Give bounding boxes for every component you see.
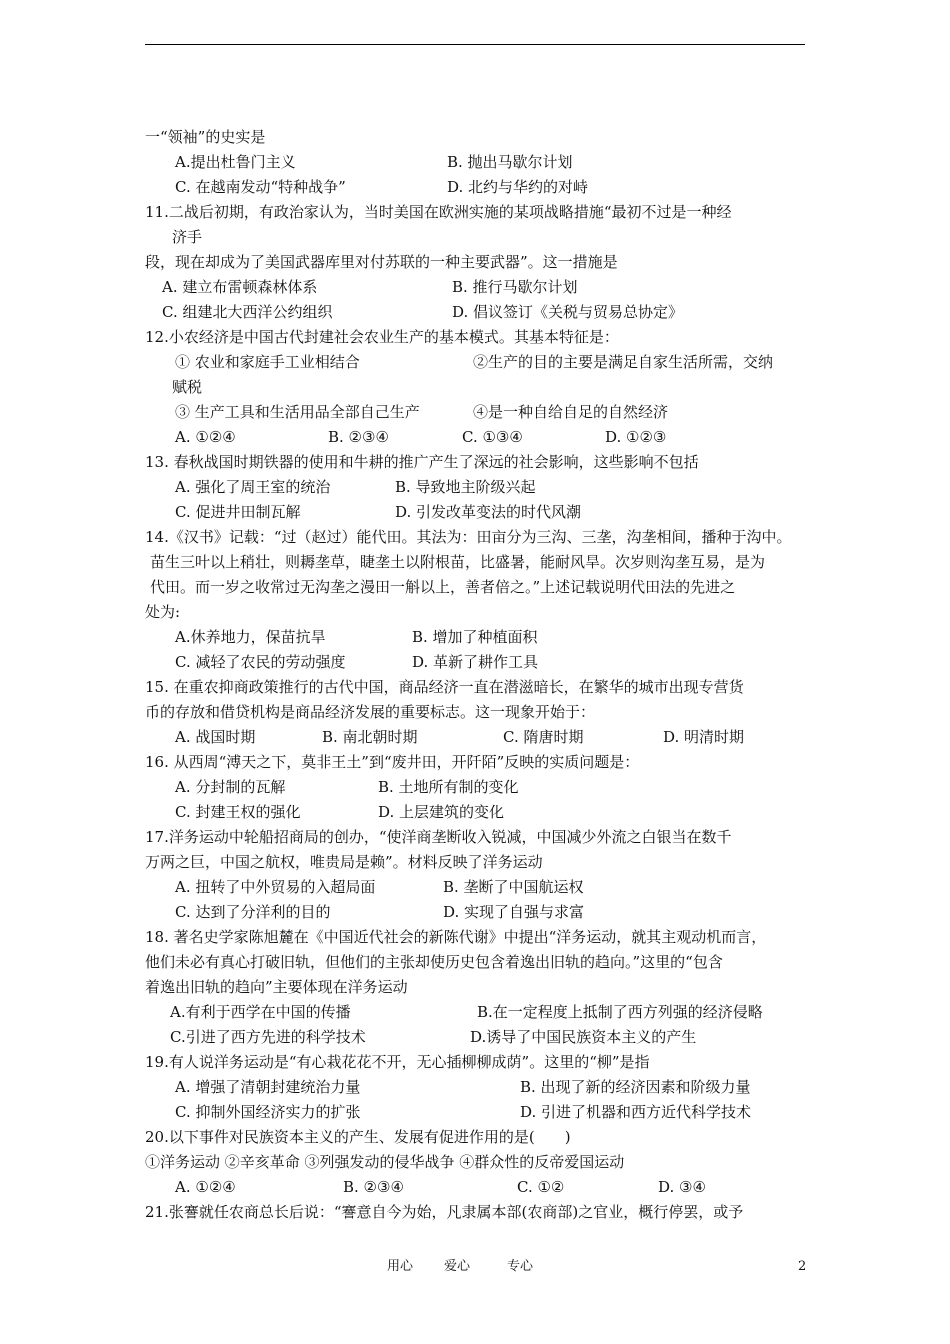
q20-option-a: A. ①②④ bbox=[175, 1178, 236, 1196]
q12-item-2: ②生产的目的主要是满足自家生活所需，交纳 bbox=[473, 353, 774, 371]
q12-item-3: ③ 生产工具和生活用品全部自己生产 bbox=[175, 403, 420, 421]
header-rule bbox=[145, 44, 805, 45]
q11-option-a: A. 建立布雷顿森林体系 bbox=[162, 278, 318, 296]
q15-option-b: B. 南北朝时期 bbox=[322, 728, 418, 746]
q13-stem: 13. 春秋战国时期铁器的使用和牛耕的推广产生了深远的社会影响，这些影响不包括 bbox=[145, 453, 699, 471]
q16-option-a: A. 分封制的瓦解 bbox=[175, 778, 286, 796]
q15-option-c: C. 隋唐时期 bbox=[503, 728, 584, 746]
q14-stem-line2: 苗生三叶以上稍壮，则耨垄草，睫垄土以附根苗，比盛暑，能耐风旱。次岁则沟垄互易，是为 bbox=[150, 553, 766, 571]
q13-option-a: A. 强化了周王室的统治 bbox=[175, 478, 331, 496]
q16-stem: 16. 从西周“溥天之下，莫非王土”到“废井田，开阡陌”反映的实质问题是： bbox=[145, 753, 640, 771]
q18-option-c: C.引进了西方先进的科学技术 bbox=[170, 1028, 366, 1046]
q19-option-d: D. 引进了机器和西方近代科学技术 bbox=[520, 1103, 752, 1121]
q12-stem: 12.小农经济是中国古代封建社会农业生产的基本模式。其基本特征是： bbox=[145, 328, 619, 346]
q11-option-b: B. 推行马歇尔计划 bbox=[452, 278, 578, 296]
q20-option-d: D. ③④ bbox=[658, 1178, 706, 1196]
page-number: 2 bbox=[798, 1259, 807, 1274]
q14-option-b: B. 增加了种植面积 bbox=[412, 628, 538, 646]
q12-item-2-cont: 赋税 bbox=[172, 378, 203, 396]
q14-stem-line3: 代田。而一岁之收常过无沟垄之漫田一斛以上，善者倍之。”上述记载说明代田法的先进之 bbox=[150, 578, 736, 596]
q10-option-d: D. 北约与华约的对峙 bbox=[447, 178, 589, 196]
q13-option-b: B. 导致地主阶级兴起 bbox=[395, 478, 536, 496]
q17-option-b: B. 垄断了中国航运权 bbox=[443, 878, 584, 896]
q11-stem-line1: 11.二战后初期，有政治家认为，当时美国在欧洲实施的某项战略措施“最初不过是一种经 bbox=[145, 203, 732, 221]
q16-option-c: C. 封建王权的强化 bbox=[175, 803, 301, 821]
q11-option-d: D. 倡议签订《关税与贸易总协定》 bbox=[452, 303, 684, 321]
q12-option-a: A. ①②④ bbox=[175, 428, 236, 446]
q17-option-a: A. 扭转了中外贸易的入超局面 bbox=[175, 878, 376, 896]
q20-option-c: C. ①② bbox=[517, 1178, 565, 1196]
q18-stem-line3: 着逸出旧轨的趋向”主要体现在洋务运动 bbox=[145, 978, 408, 996]
q14-stem-line4: 处为: bbox=[145, 603, 181, 621]
q13-option-d: D. 引发改革变法的时代风潮 bbox=[395, 503, 582, 521]
q14-stem-line1: 14.《汉书》记载：“过（赵过）能代田。其法为：田亩分为三沟、三垄，沟垄相间，播种于沟中。 bbox=[145, 528, 792, 546]
q17-stem-line2: 万两之巨，中国之航权，唯贵局是赖”。材料反映了洋务运动 bbox=[145, 853, 543, 871]
q12-item-1: ① 农业和家庭手工业相结合 bbox=[175, 353, 360, 371]
q16-option-b: B. 土地所有制的变化 bbox=[378, 778, 519, 796]
q18-option-b: B.在一定程度上抵制了西方列强的经济侵略 bbox=[477, 1003, 763, 1021]
q17-option-c: C. 达到了分洋利的目的 bbox=[175, 903, 331, 921]
q12-option-b: B. ②③④ bbox=[328, 428, 389, 446]
footer-motto-3: 专心 bbox=[507, 1259, 534, 1274]
q10-option-b: B. 抛出马歇尔计划 bbox=[447, 153, 573, 171]
q18-stem-line2: 他们未必有真心打破旧轨，但他们的主张却使历史包含着逸出旧轨的趋向。”这里的“包含 bbox=[145, 953, 723, 971]
q15-option-d: D. 明清时期 bbox=[663, 728, 745, 746]
q19-option-b: B. 出现了新的经济因素和阶级力量 bbox=[520, 1078, 751, 1096]
q12-item-4: ④是一种自给自足的自然经济 bbox=[473, 403, 669, 421]
q10-option-c: C. 在越南发动“特种战争” bbox=[175, 178, 346, 196]
q18-option-a: A.有利于西学在中国的传播 bbox=[170, 1003, 351, 1021]
q11-option-c: C. 组建北大西洋公约组织 bbox=[162, 303, 333, 321]
q18-stem-line1: 18. 著名史学家陈旭麓在《中国近代社会的新陈代谢》中提出“洋务运动，就其主观动机而言， bbox=[145, 928, 767, 946]
q15-option-a: A. 战国时期 bbox=[175, 728, 256, 746]
footer-motto-1: 用心 bbox=[387, 1259, 414, 1274]
q15-stem-line2: 币的存放和借贷机构是商品经济发展的重要标志。这一现象开始于： bbox=[145, 703, 596, 721]
q20-option-b: B. ②③④ bbox=[343, 1178, 404, 1196]
q19-stem: 19.有人说洋务运动是“有心栽花花不开，无心插柳柳成荫”。这里的“柳”是指 bbox=[145, 1053, 650, 1071]
q18-option-d: D.诱导了中国民族资本主义的产生 bbox=[470, 1028, 697, 1046]
footer-motto-2: 爱心 bbox=[444, 1259, 471, 1274]
q15-stem-line1: 15. 在重农抑商政策推行的古代中国，商品经济一直在潜滋暗长，在繁华的城市出现专营货 bbox=[145, 678, 744, 696]
q19-option-c: C. 抑制外国经济实力的扩张 bbox=[175, 1103, 361, 1121]
q19-option-a: A. 增强了清朝封建统治力量 bbox=[175, 1078, 361, 1096]
q11-stem-line3: 段，现在却成为了美国武器库里对付苏联的一种主要武器”。这一措施是 bbox=[145, 253, 618, 271]
q20-items: ①洋务运动 ②辛亥革命 ③列强发动的侵华战争 ④群众性的反帝爱国运动 bbox=[145, 1153, 625, 1171]
q12-option-d: D. ①②③ bbox=[605, 428, 667, 446]
q17-option-d: D. 实现了自强与求富 bbox=[443, 903, 585, 921]
q10-stem: 一“领袖”的史实是 bbox=[145, 128, 266, 146]
q17-stem-line1: 17.洋务运动中轮船招商局的创办，“使洋商垄断收入锐减，中国减少外流之白银当在数千 bbox=[145, 828, 732, 846]
q14-option-c: C. 减轻了农民的劳动强度 bbox=[175, 653, 346, 671]
q14-option-a: A.休养地力，保苗抗旱 bbox=[175, 628, 326, 646]
q13-option-c: C. 促进井田制瓦解 bbox=[175, 503, 301, 521]
q21-stem: 21.张謇就任农商总长后说：“謇意自今为始，凡隶属本部(农商部)之官业，概行停罢，或予 bbox=[145, 1203, 744, 1221]
q11-stem-line2: 济手 bbox=[172, 228, 203, 246]
q10-option-a: A.提出杜鲁门主义 bbox=[175, 153, 296, 171]
q14-option-d: D. 革新了耕作工具 bbox=[412, 653, 539, 671]
q20-stem: 20.以下事件对民族资本主义的产生、发展有促进作用的是( ) bbox=[145, 1128, 571, 1146]
q12-option-c: C. ①③④ bbox=[462, 428, 523, 446]
q16-option-d: D. 上层建筑的变化 bbox=[378, 803, 505, 821]
